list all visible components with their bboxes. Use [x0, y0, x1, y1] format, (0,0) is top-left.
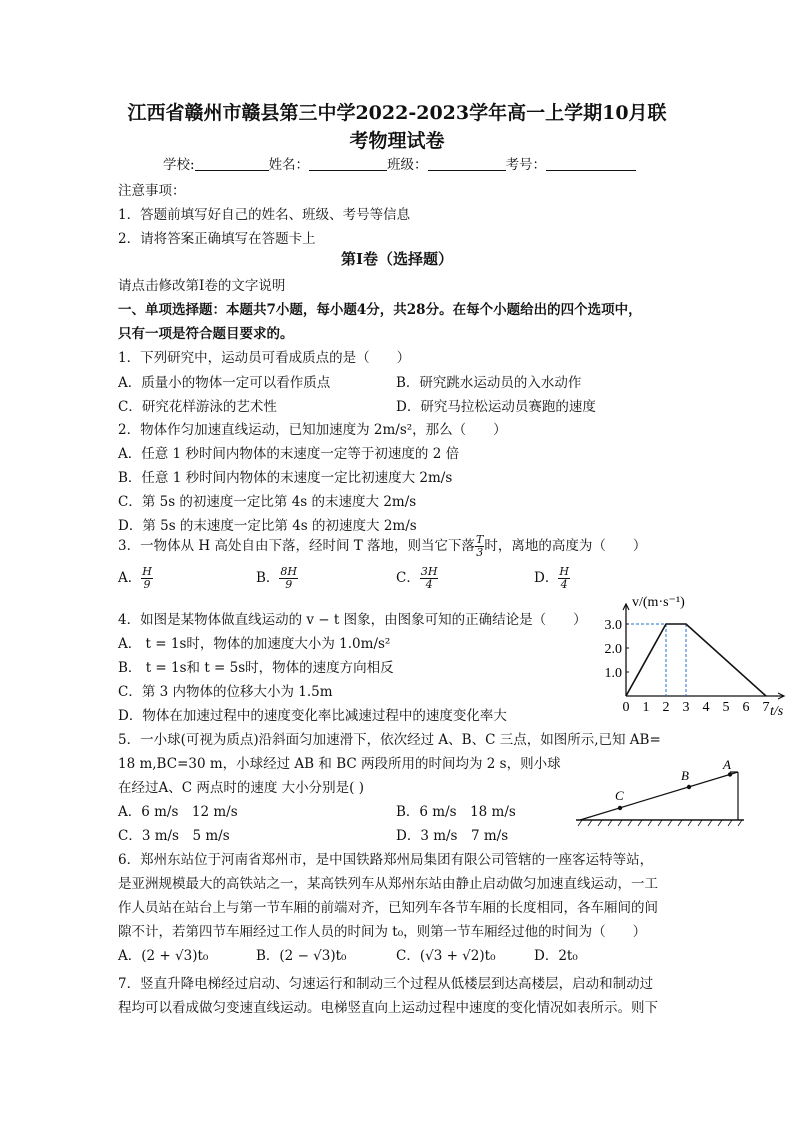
vt-x-tick-label: 6 [742, 700, 750, 715]
q1-option-d[interactable]: D．研究马拉松运动员赛跑的速度 [396, 399, 596, 415]
q4-option-a[interactable]: A． t = 1s时，物体的加速度大小为 1.0m/s² [118, 636, 391, 652]
q5-option-d[interactable]: D．3 m/s 7 m/s [396, 828, 509, 844]
label-a: A [723, 758, 731, 772]
q7-line2: 程均可以看成做匀变速直线运动。电梯竖直向上运动过程中速度的变化情况如表所示。则下 [118, 1000, 658, 1016]
exam-no-blank[interactable] [546, 157, 636, 171]
note-item: 2．请将答案正确填写在答题卡上 [118, 231, 316, 247]
name-label: 姓名： [268, 157, 310, 173]
q3-stem-b: 时，离地的高度为（ ） [484, 538, 647, 554]
q2-option-d[interactable]: D．第 5s 的末速度一定比第 4s 的初速度大 2m/s [118, 518, 417, 534]
vt-x-tick-label: 7 [762, 700, 770, 715]
q7-line1: 7．竖直升降电梯经过启动、匀速运行和制动三个过程从低楼层到达高楼层，启动和制动过 [118, 976, 654, 992]
exam-title-line1: 江西省赣州市赣县第三中学2022-2023学年高一上学期10月联 [127, 102, 667, 124]
q2-option-c[interactable]: C．第 5s 的初速度一定比第 4s 的末速度大 2m/s [118, 494, 417, 510]
q2-option-b[interactable]: B．任意 1 秒时间内物体的末速度一定比初速度大 2m/s [118, 470, 453, 486]
q4-option-b[interactable]: B． t = 1s和 t = 5s时，物体的速度方向相反 [118, 660, 394, 676]
q4-option-d[interactable]: D．物体在加速过程中的速度变化率比减速过程中的速度变化率大 [118, 708, 507, 724]
q1-option-b[interactable]: B．研究跳水运动员的入水动作 [396, 375, 582, 391]
vt-x-tick-label: 3 [682, 700, 690, 715]
q5-option-b[interactable]: B．6 m/s 18 m/s [396, 804, 516, 820]
vt-y-tick-label: 3.0 [604, 618, 622, 633]
vt-y-tick-label: 2.0 [604, 642, 622, 657]
q5-option-c[interactable]: C．3 m/s 5 m/s [118, 828, 230, 844]
vt-x-tick-label: 1 [642, 700, 650, 715]
q3-option-a[interactable]: A． $\frac{H}{9}$ [118, 565, 152, 591]
vt-guides [626, 624, 686, 696]
incline-figure [572, 758, 752, 828]
q4-stem: 4．如图是某物体做直线运动的 v − t 图象，由图象可知的正确结论是（ ） [118, 612, 587, 628]
q6-line4: 隙不计，若第四节车厢经过工作人员的时间为 t₀，则第一节车厢经过他的时间为（ ） [118, 924, 647, 940]
incline-slope [580, 772, 738, 820]
q5-stem-line3: 在经过A、C 两点时的速度 大小分别是( ) [118, 780, 364, 796]
q2-option-a[interactable]: A．任意 1 秒时间内物体的末速度一定等于初速度的 2 倍 [118, 446, 460, 462]
label-b: B [681, 768, 689, 783]
q5-stem-line1: 5．一小球(可视为质点)沿斜面匀加速滑下，依次经过 A、B、C 三点，如图所示,已知 AB= [118, 732, 661, 748]
school-blank[interactable] [195, 157, 269, 171]
q6-line1: 6．郑州东站位于河南省郑州市，是中国铁路郑州局集团有限公司管辖的一座客运特等站， [118, 852, 654, 868]
q5-stem-line2: 18 m,BC=30 m，小球经过 AB 和 BC 两段所用的时间均为 2 s，则小球 [118, 756, 561, 772]
section-subtitle: 请点击修改第Ⅰ卷的文字说明 [118, 278, 286, 294]
vt-series [626, 624, 766, 696]
q4-option-c[interactable]: C．第 3 内物体的位移大小为 1.5m [118, 684, 333, 700]
point-c [618, 806, 622, 810]
vt-x-tick-label: 5 [722, 700, 730, 715]
exam-title-line2: 考物理试卷 [349, 130, 445, 152]
vt-series-line [626, 624, 766, 696]
note-item: 1．答题前填写好自己的姓名、班级、考号等信息 [118, 207, 411, 223]
vt-axes [623, 604, 784, 699]
part-heading-line1: 一、单项选择题：本题共7小题，每小题4分，共28分。在每个小题给出的四个选项中， [118, 302, 642, 318]
exam-no-label: 考号： [505, 157, 547, 173]
part-heading-line2: 只有一项是符合题目要求的。 [118, 326, 294, 342]
q6-option-a[interactable]: A．(2 + √3)t₀ [118, 948, 209, 964]
vt-x-axis-label: t/s [770, 704, 784, 719]
q1-option-a[interactable]: A．质量小的物体一定可以看作质点 [118, 375, 331, 391]
q6-option-b[interactable]: B．(2 − √3)t₀ [256, 948, 347, 964]
q3-option-c[interactable]: C． $\frac{3H}{4}$ [396, 565, 438, 591]
class-label: 班级： [387, 157, 428, 173]
ground-hatching [578, 820, 742, 826]
q3-stem-fraction: $\frac{T}{3}$ [476, 533, 484, 559]
vt-y-axis-label: v/(m·s⁻¹) [632, 595, 685, 610]
q6-option-c[interactable]: C．(√3 + √2)t₀ [396, 948, 496, 964]
q3-option-d[interactable]: D． $\frac{H}{4}$ [534, 565, 569, 591]
q5-option-a[interactable]: A．6 m/s 12 m/s [118, 804, 238, 820]
vt-x-tick-label: 0 [622, 700, 630, 715]
name-blank[interactable] [309, 157, 387, 171]
vt-x-tick-label: 2 [662, 700, 670, 715]
label-c: C [615, 788, 624, 803]
q3-stem [118, 534, 646, 559]
q2-stem: 2．物体作匀加速直线运动，已知加速度为 2m/s²，那么（ ） [118, 422, 507, 438]
notes-heading: 注意事项： [118, 183, 186, 199]
q6-line2: 是亚洲规模最大的高铁站之一，某高铁列车从郑州东站由静止启动做匀加速直线运动，一工 [118, 876, 658, 892]
vt-x-tick-label: 4 [702, 700, 710, 715]
vt-graph [592, 588, 792, 724]
point-b [687, 785, 691, 789]
q1-stem: 1．下列研究中，运动员可看成质点的是（ ） [118, 350, 411, 366]
q3-option-b[interactable]: B． $\frac{8H}{9}$ [256, 565, 298, 591]
section-title: 第Ⅰ卷（选择题） [340, 250, 454, 268]
q1-option-c[interactable]: C．研究花样游泳的艺术性 [118, 399, 277, 415]
q6-option-d[interactable]: D．2t₀ [534, 948, 578, 964]
school-label: 学校: [163, 157, 195, 173]
vt-y-tick-label: 1.0 [604, 666, 622, 681]
class-blank[interactable] [428, 157, 506, 171]
point-a [728, 772, 732, 776]
q3-stem-a: 3．一物体从 H 高处自由下落，经时间 T 落地，则当它下落 [118, 538, 476, 554]
vt-ticks [605, 618, 770, 715]
q6-line3: 作人员站在站台上与第一节车厢的前端对齐，已知列车各节车厢的长度相同，各车厢间的间 [118, 900, 658, 916]
student-info-row [163, 153, 636, 173]
